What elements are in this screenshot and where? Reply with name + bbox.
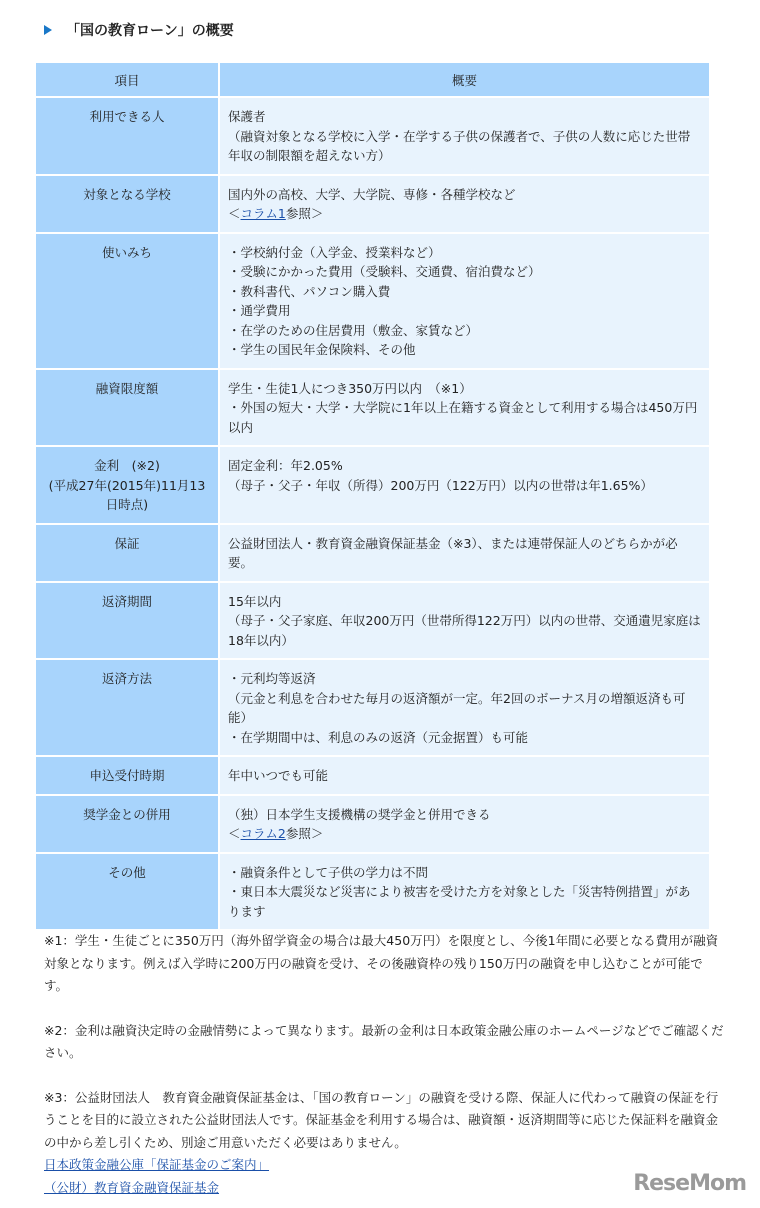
row-value-line: （元金と利息を合わせた毎月の返済額が一定。年2回のボーナス月の増額返済も可能）	[228, 690, 686, 725]
row-label-line: 融資限度額	[95, 380, 159, 396]
row-label	[36, 796, 218, 852]
footnotes	[44, 930, 724, 1199]
row-label-line: その他	[108, 864, 146, 880]
row-label	[36, 525, 218, 581]
footnote-1: ※1：学生・生徒ごとに350万円（海外留学資金の場合は最大450万円）を限度とし、今後1年間に必要となる費用が融資対象となります。例えば入学時に200万円の融資を受け、その後融資枠の残り150万円の融資を申し込むことが可能です。	[44, 933, 719, 993]
header-overview: 概要	[220, 63, 709, 96]
resemom-logo: ReseMom	[633, 1171, 746, 1196]
row-value-line: ・学校納付金（入学金、授業料など）	[228, 244, 441, 260]
table-row	[36, 176, 709, 232]
row-label-line: 返済期間	[101, 593, 152, 609]
row-value	[220, 583, 709, 659]
row-value-line: 固定金利：年2.05%	[228, 458, 343, 473]
row-value	[220, 98, 709, 174]
link-suffix: 参照＞	[285, 206, 324, 221]
table-row	[36, 757, 709, 794]
row-label	[36, 234, 218, 368]
row-label	[36, 98, 218, 174]
jfc-guarantee-link[interactable]: 日本政策金融公庫「保証基金のご案内」	[44, 1157, 270, 1172]
table-row	[36, 370, 709, 446]
row-label	[36, 757, 218, 794]
row-value-line: （母子・父子家庭、年収200万円（世帯所得122万円）以内の世帯、交通遺児家庭は18年以内）	[228, 613, 701, 648]
row-value-line: ・元利均等返済	[228, 671, 316, 686]
row-label	[36, 583, 218, 659]
row-value-line: ・在学期間中は、利息のみの返済（元金据置）も可能	[228, 729, 529, 745]
table-row	[36, 98, 709, 174]
row-value-line: 公益財団法人・教育資金融資保証基金（※3）、または連帯保証人のどちらかが必要。	[228, 535, 678, 570]
header-item: 項目	[36, 63, 218, 96]
guarantee-fund-link[interactable]: （公財）教育資金融資保証基金	[44, 1179, 220, 1195]
row-value-line: ・教科書代、パソコン購入費	[228, 283, 391, 299]
row-value-line: 15年以内	[228, 593, 282, 609]
column-link[interactable]: コラム1	[240, 206, 286, 221]
row-value	[220, 660, 709, 755]
table-row	[36, 660, 709, 755]
row-value-line: ・学生の国民年金保険料、その他	[228, 342, 416, 357]
table-row	[36, 525, 709, 581]
row-value	[220, 176, 709, 232]
row-label	[36, 176, 218, 232]
footnote-3: ※3：公益財団法人 教育資金融資保証基金は、「国の教育ローン」の融資を受ける際、保証人に代わって融資の保証を行うことを目的に設立された公益財団法人です。保証基金を利用する場合は、融資額・返済期間等に応じた保証料を融資金の中から差し引くため、別途ご用意いただく必要はありません。	[44, 1089, 719, 1150]
row-value	[220, 796, 709, 852]
row-value-line: 保護者	[228, 109, 266, 124]
row-value	[220, 370, 709, 446]
section-title-text: 「国の教育ローン」の概要	[66, 23, 234, 39]
row-label-line: (平成27年(2015年)11月13日時点)	[48, 477, 206, 512]
row-label	[36, 660, 218, 755]
triangle-bullet-icon	[44, 25, 52, 35]
table-row	[36, 583, 709, 659]
link-prefix: ＜	[228, 826, 241, 841]
row-value	[220, 447, 709, 523]
row-value-line: （独）日本学生支援機構の奨学金と併用できる	[228, 806, 491, 822]
link-prefix: ＜	[228, 206, 241, 221]
row-label	[36, 447, 218, 523]
row-label-line: 保証	[114, 535, 140, 551]
row-value-line: ・融資条件として子供の学力は不問	[228, 864, 429, 880]
row-label-line: 利用できる人	[89, 109, 165, 124]
row-label-line: 金利 (※2)	[94, 458, 160, 473]
row-label	[36, 854, 218, 930]
footnote-2: ※2：金利は融資決定時の金融情勢によって異なります。最新の金利は日本政策金融公庫のホームページなどでご確認ください。	[44, 1022, 724, 1060]
row-value-line: ・受験にかかった費用（受験料、交通費、宿泊費など）	[228, 264, 541, 279]
section-title	[44, 20, 234, 40]
row-value-line: ・通学費用	[228, 303, 291, 318]
table-row	[36, 447, 709, 523]
row-label	[36, 370, 218, 446]
row-label-line: 返済方法	[101, 671, 152, 686]
row-value-line: （母子・父子・年収（所得）200万円（122万円）以内の世帯は年1.65%）	[228, 477, 653, 493]
row-value-line: ・在学のための住居費用（敷金、家賃など）	[228, 322, 479, 338]
column-link[interactable]: コラム2	[240, 826, 286, 841]
row-value-line: ・東日本大震災など災害により被害を受けた方を対象とした「災害特例措置」があります	[228, 884, 691, 919]
loan-overview-table	[34, 61, 711, 931]
table-row	[36, 234, 709, 368]
row-value-line: 国内外の高校、大学、大学院、専修・各種学校など	[228, 186, 516, 202]
row-value-line: 年中いつでも可能	[228, 768, 329, 783]
link-suffix: 参照＞	[285, 826, 324, 841]
row-value-line: ・外国の短大・大学・大学院に1年以上在籍する資金として利用する場合は450万円以内	[228, 400, 698, 435]
row-label-line: 使いみち	[101, 244, 152, 260]
row-value-line: （融資対象となる学校に入学・在学する子供の保護者で、子供の人数に応じた世帯年収の制限額を超えない方）	[228, 128, 691, 163]
row-label-line: 申込受付時期	[89, 768, 165, 783]
row-value-line: 学生・生徒1人につき350万円以内 （※1）	[228, 380, 472, 396]
row-value	[220, 525, 709, 581]
row-value	[220, 234, 709, 368]
table-row	[36, 854, 709, 930]
row-value	[220, 757, 709, 794]
row-value	[220, 854, 709, 930]
row-label-line: 対象となる学校	[83, 186, 171, 202]
table-row	[36, 796, 709, 852]
row-label-line: 奨学金との併用	[83, 806, 171, 822]
